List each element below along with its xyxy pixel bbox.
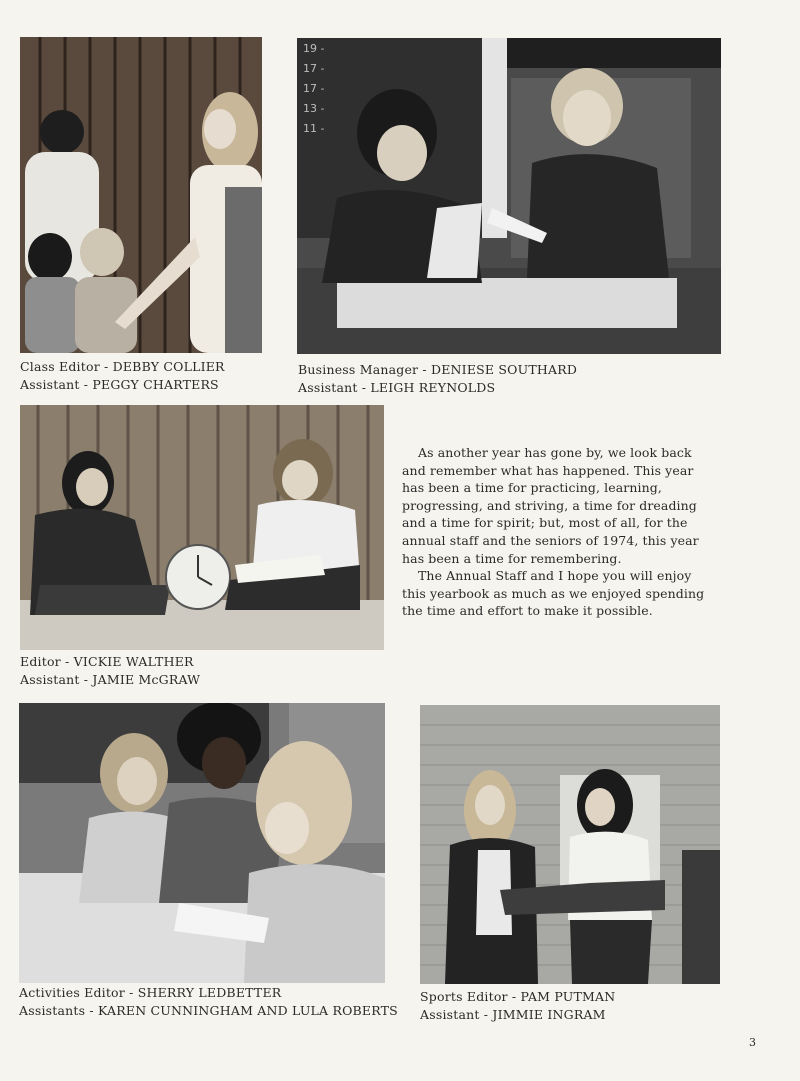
caption-activities-editor xyxy=(19,984,398,1020)
caption-business-manager-line1: Business Manager - DENIESE SOUTHARD xyxy=(298,362,578,377)
caption-activities-editor-line2: Assistants - KAREN CUNNINGHAM AND LULA ROBERTS xyxy=(19,1003,398,1018)
caption-class-editor xyxy=(20,358,225,394)
page-number: 3 xyxy=(749,1036,756,1049)
svg-text:11 -: 11 - xyxy=(303,122,325,135)
photo-class-editor xyxy=(20,37,262,353)
caption-sports-editor xyxy=(420,988,615,1024)
photo-sports-editor xyxy=(420,705,720,984)
photo-business-manager xyxy=(297,38,721,354)
svg-text:17 -: 17 - xyxy=(303,82,325,95)
caption-editor-line2: Assistant - JAMIE McGRAW xyxy=(20,672,201,687)
caption-business-manager-line2: Assistant - LEIGH REYNOLDS xyxy=(298,380,496,395)
photo-activities-editor xyxy=(19,703,385,983)
svg-text:19 -: 19 - xyxy=(303,42,325,55)
caption-class-editor-line2: Assistant - PEGGY CHARTERS xyxy=(20,377,219,392)
article-paragraph-1: As another year has gone by, we look back and remember what has happened. This year has been a time for practicing, learning, progressing, and striving, a time for dreading and a time for spirit; but, most of all, for the annual staff and the seniors of 1974, this year has been a time for remembering. xyxy=(402,445,699,566)
caption-sports-editor-line2: Assistant - JIMMIE INGRAM xyxy=(420,1007,606,1022)
caption-activities-editor-line1: Activities Editor - SHERRY LEDBETTER xyxy=(19,985,282,1000)
caption-editor xyxy=(20,653,200,689)
caption-sports-editor-line1: Sports Editor - PAM PUTMAN xyxy=(420,989,616,1004)
photo-editor xyxy=(20,405,384,650)
svg-text:13 -: 13 - xyxy=(303,102,325,115)
caption-class-editor-line1: Class Editor - DEBBY COLLIER xyxy=(20,359,225,374)
article-text xyxy=(402,444,712,620)
svg-text:17 -: 17 - xyxy=(303,62,325,75)
caption-editor-line1: Editor - VICKIE WALTHER xyxy=(20,654,194,669)
caption-business-manager xyxy=(298,361,577,397)
article-paragraph-2: The Annual Staff and I hope you will enjoy this yearbook as much as we enjoyed spending the time and effort to make it possible. xyxy=(402,568,705,619)
